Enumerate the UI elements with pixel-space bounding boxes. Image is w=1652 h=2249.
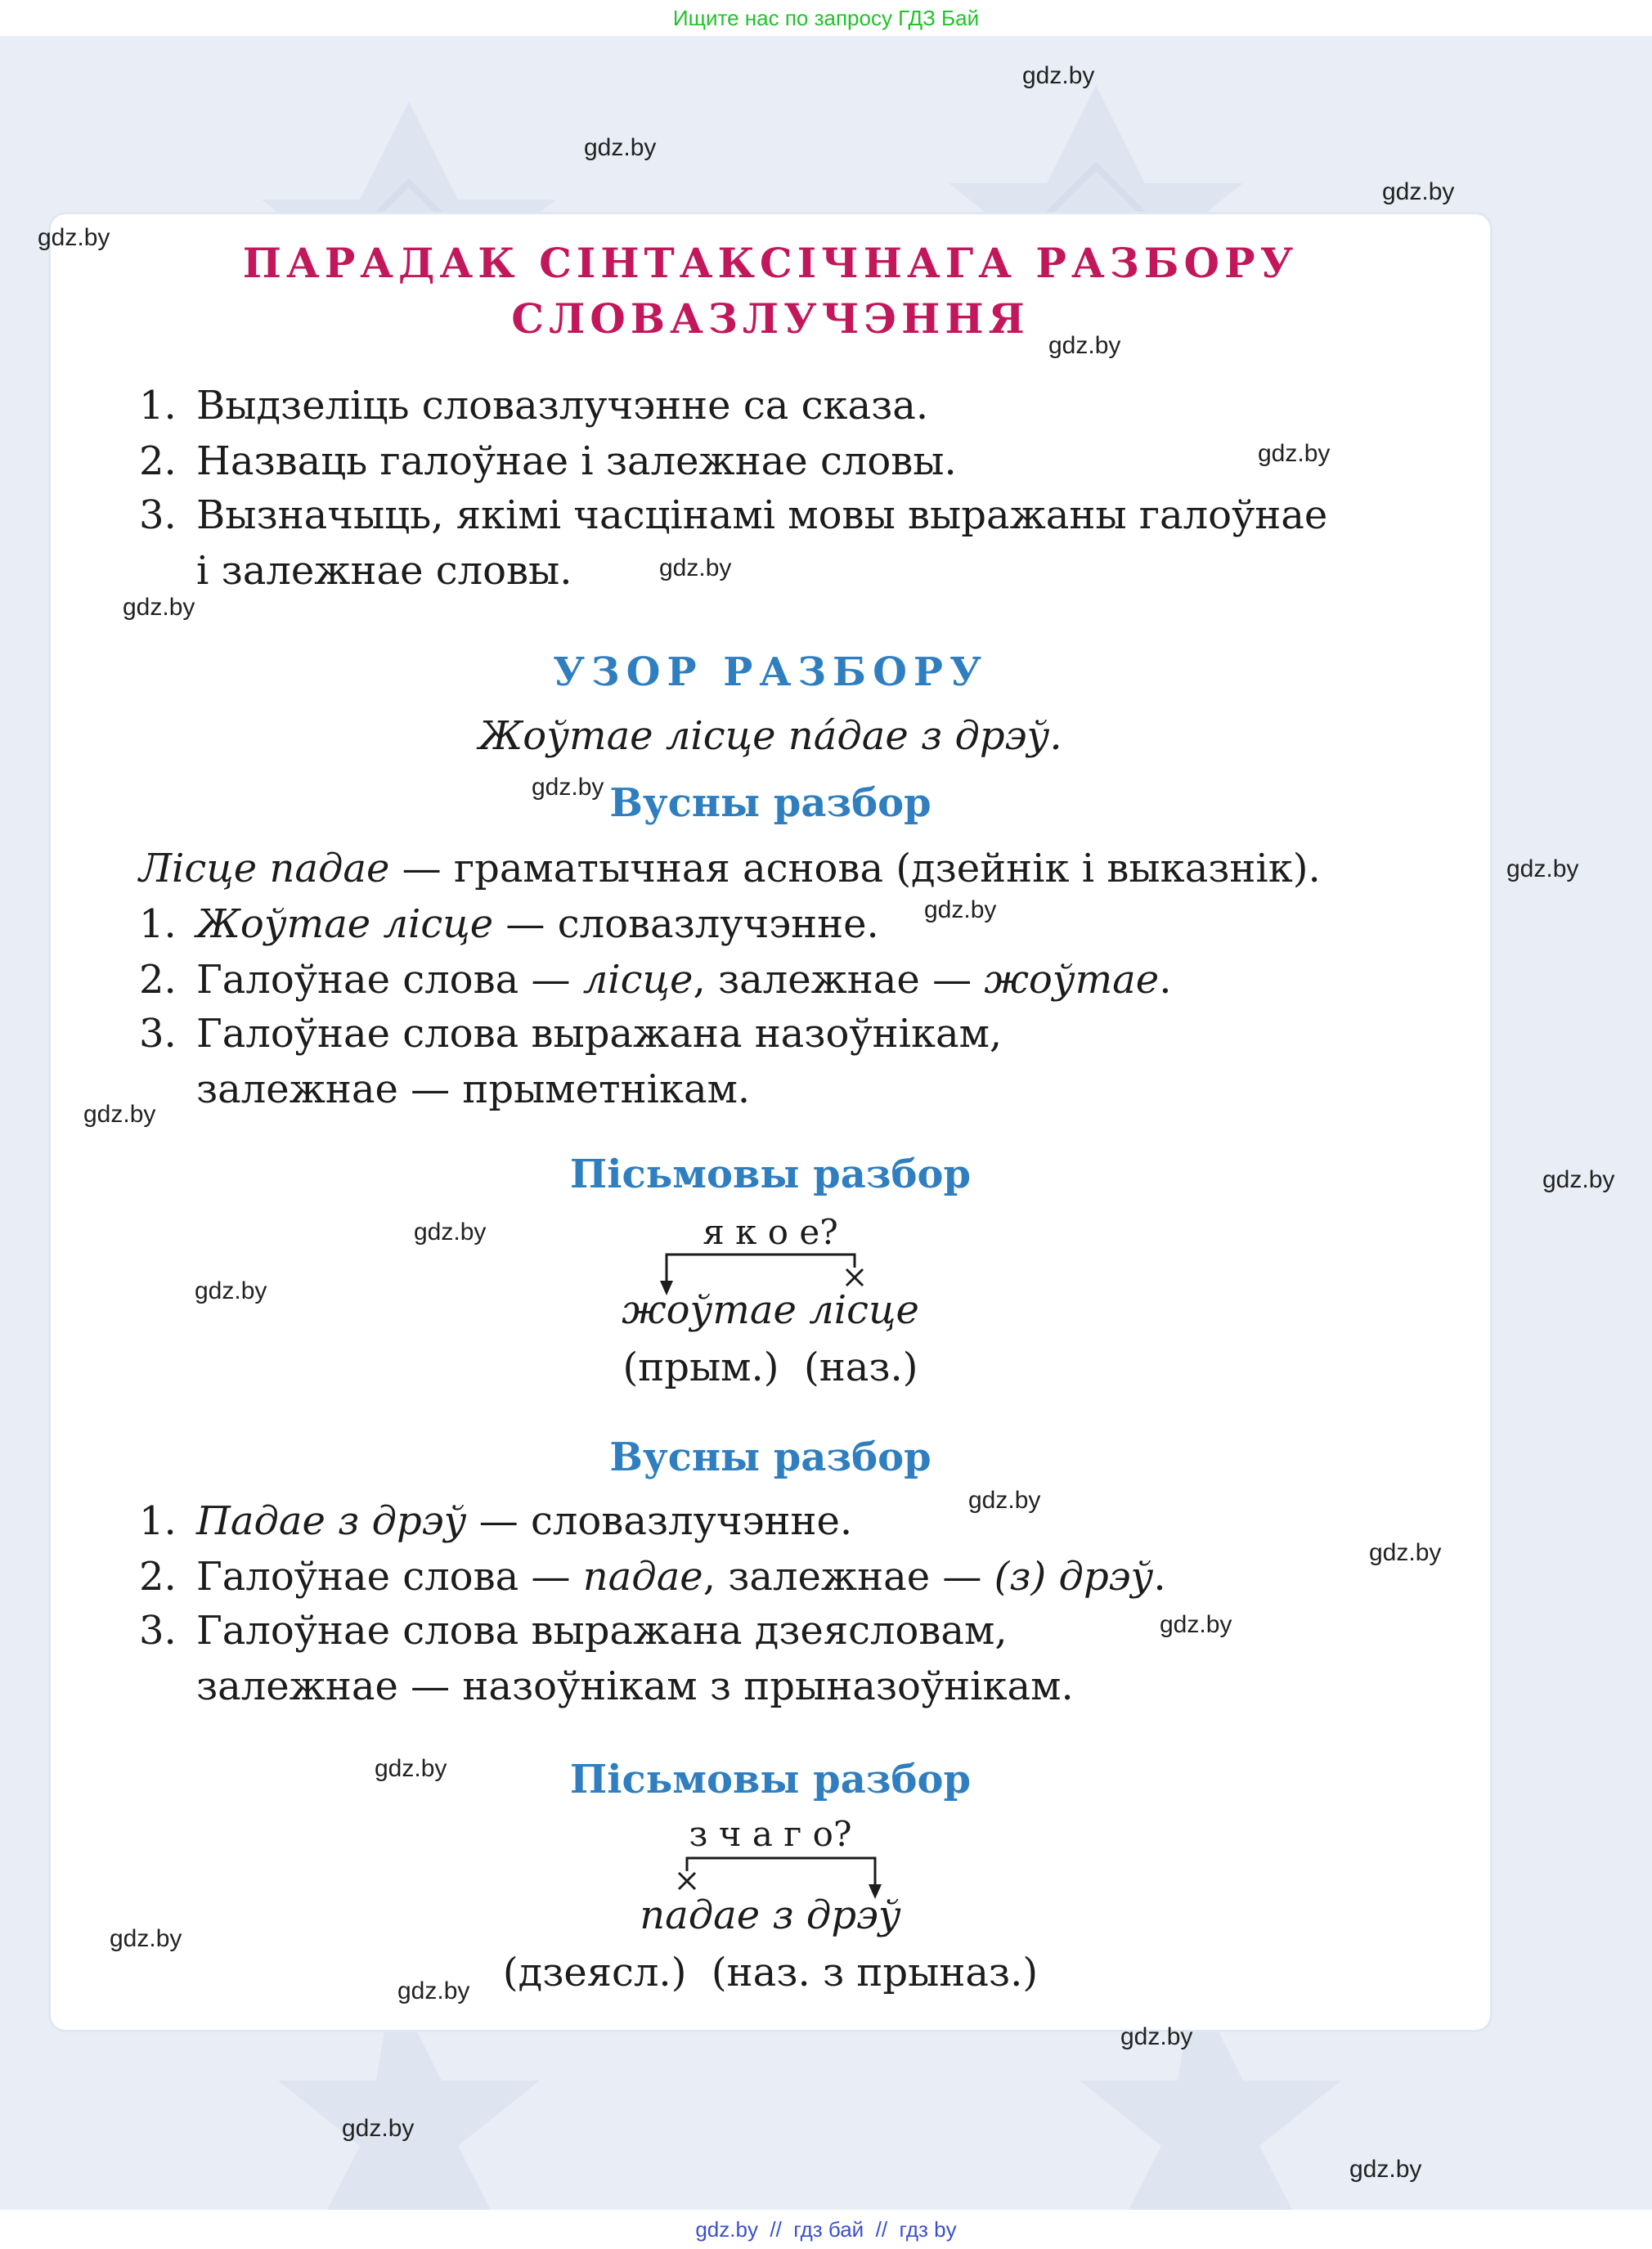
- item-text-continued: залежнае — прыметнікам.: [196, 1066, 751, 1112]
- written2-labels: (дзеясл.) (наз. з прыназ.): [502, 1950, 1039, 1995]
- step-text: Выдзеліць словазлучэнне са сказа.: [196, 383, 929, 429]
- step-number: 1.: [139, 383, 177, 429]
- sample-heading: УЗОР РАЗБОРУ: [553, 649, 988, 695]
- oral-heading-2: Вусны разбор: [609, 1434, 931, 1480]
- item-part: , залежнае —: [693, 957, 985, 1003]
- item-rest: — словазлучэнне.: [466, 1498, 853, 1544]
- written1-question: я к о е?: [703, 1212, 838, 1252]
- item-part: , залежнае —: [703, 1554, 994, 1600]
- item-part-italic: лісце: [582, 957, 694, 1003]
- step-text-continued: і залежнае словы.: [196, 548, 572, 594]
- item-rest: — словазлучэнне.: [493, 901, 879, 947]
- watermark: gdz.by: [1349, 2156, 1422, 2183]
- item-number: 1.: [139, 1498, 177, 1544]
- cross-mark-icon: [846, 1269, 863, 1286]
- item-part-italic: (з) дрэў: [994, 1554, 1154, 1600]
- cross-mark-icon: [679, 1873, 695, 1889]
- watermark: gdz.by: [532, 774, 604, 801]
- item-text: Галоўнае слова выражана дзеясловам,: [196, 1608, 1008, 1654]
- watermark: gdz.by: [1369, 1539, 1442, 1566]
- step-number: 2.: [139, 438, 177, 484]
- item-part: .: [1153, 1554, 1166, 1600]
- watermark: gdz.by: [659, 554, 732, 581]
- basis-rest: — граматычная аснова (дзейнік і выказнік).: [389, 846, 1321, 891]
- watermark: gdz.by: [375, 1755, 447, 1782]
- item-part: Галоўнае слова —: [196, 957, 583, 1003]
- watermark: gdz.by: [1120, 2023, 1193, 2050]
- watermark: gdz.by: [924, 896, 997, 923]
- item-number: 2.: [139, 1554, 177, 1600]
- watermark: gdz.by: [123, 594, 195, 621]
- written1-labels: (прым.) (наз.): [622, 1344, 918, 1390]
- watermark: gdz.by: [195, 1277, 267, 1304]
- item-number: 3.: [139, 1011, 177, 1057]
- item-italic: Падае з дрэў: [196, 1498, 467, 1544]
- item-text: Галоўнае слова выражана назоўнікам,: [196, 1011, 1003, 1057]
- item-text-continued: залежнае — назоўнікам з прыназоўнікам.: [196, 1663, 1074, 1709]
- watermark: gdz.by: [342, 2115, 415, 2142]
- watermark: gdz.by: [397, 1977, 470, 2004]
- watermark: gdz.by: [110, 1925, 182, 1952]
- step-text: Вызначыць, якімі часцінамі мовы выражаны галоўнае: [196, 492, 1328, 538]
- watermark: gdz.by: [1506, 855, 1579, 882]
- watermark: gdz.by: [83, 1101, 156, 1128]
- step-text: Назваць галоўнае і залежнае словы.: [196, 438, 957, 484]
- sample-sentence: Жоўтае лісце па́дае з дрэў.: [478, 713, 1062, 759]
- watermark: gdz.by: [414, 1219, 487, 1246]
- bottom-links[interactable]: gdz.by // гдз бай // гдз by: [0, 2210, 1652, 2249]
- watermark: gdz.by: [1048, 332, 1121, 359]
- watermark: gdz.by: [1382, 178, 1455, 205]
- written-heading-1: Пісьмовы разбор: [569, 1151, 972, 1197]
- step-number: 3.: [139, 492, 177, 538]
- item-part: Галоўнае слова —: [196, 1554, 583, 1600]
- item-part: .: [1159, 957, 1172, 1003]
- page-title-line2: СЛОВАЗЛУЧЭННЯ: [511, 294, 1030, 343]
- item-italic: Жоўтае лісце: [196, 901, 494, 947]
- item-part-italic: жоўтае: [984, 957, 1160, 1003]
- connector-line: [687, 1858, 875, 1896]
- basis-italic: Лісце падае: [139, 846, 390, 891]
- watermark: gdz.by: [1542, 1166, 1615, 1193]
- written2-phrase: падае з дрэў: [640, 1892, 901, 1938]
- top-banner[interactable]: Ищите нас по запросу ГДЗ Бай: [0, 0, 1652, 36]
- item-number: 2.: [139, 957, 177, 1003]
- item-part-italic: падае: [582, 1554, 703, 1600]
- watermark: gdz.by: [968, 1487, 1041, 1514]
- written1-phrase: жоўтае лісце: [622, 1287, 919, 1333]
- item-number: 3.: [139, 1608, 177, 1654]
- written2-question: з ч а г о?: [689, 1814, 852, 1854]
- watermark: gdz.by: [584, 134, 657, 161]
- oral-heading-1: Вусны разбор: [609, 780, 931, 826]
- written-heading-2: Пісьмовы разбор: [569, 1757, 972, 1802]
- item-number: 1.: [139, 901, 177, 947]
- page-title-line1: ПАРАДАК СІНТАКСІЧНАГА РАЗБОРУ: [242, 239, 1299, 287]
- watermark: gdz.by: [1160, 1611, 1232, 1638]
- watermark: gdz.by: [1022, 62, 1095, 89]
- watermark: gdz.by: [1258, 440, 1331, 467]
- watermark: gdz.by: [38, 224, 110, 251]
